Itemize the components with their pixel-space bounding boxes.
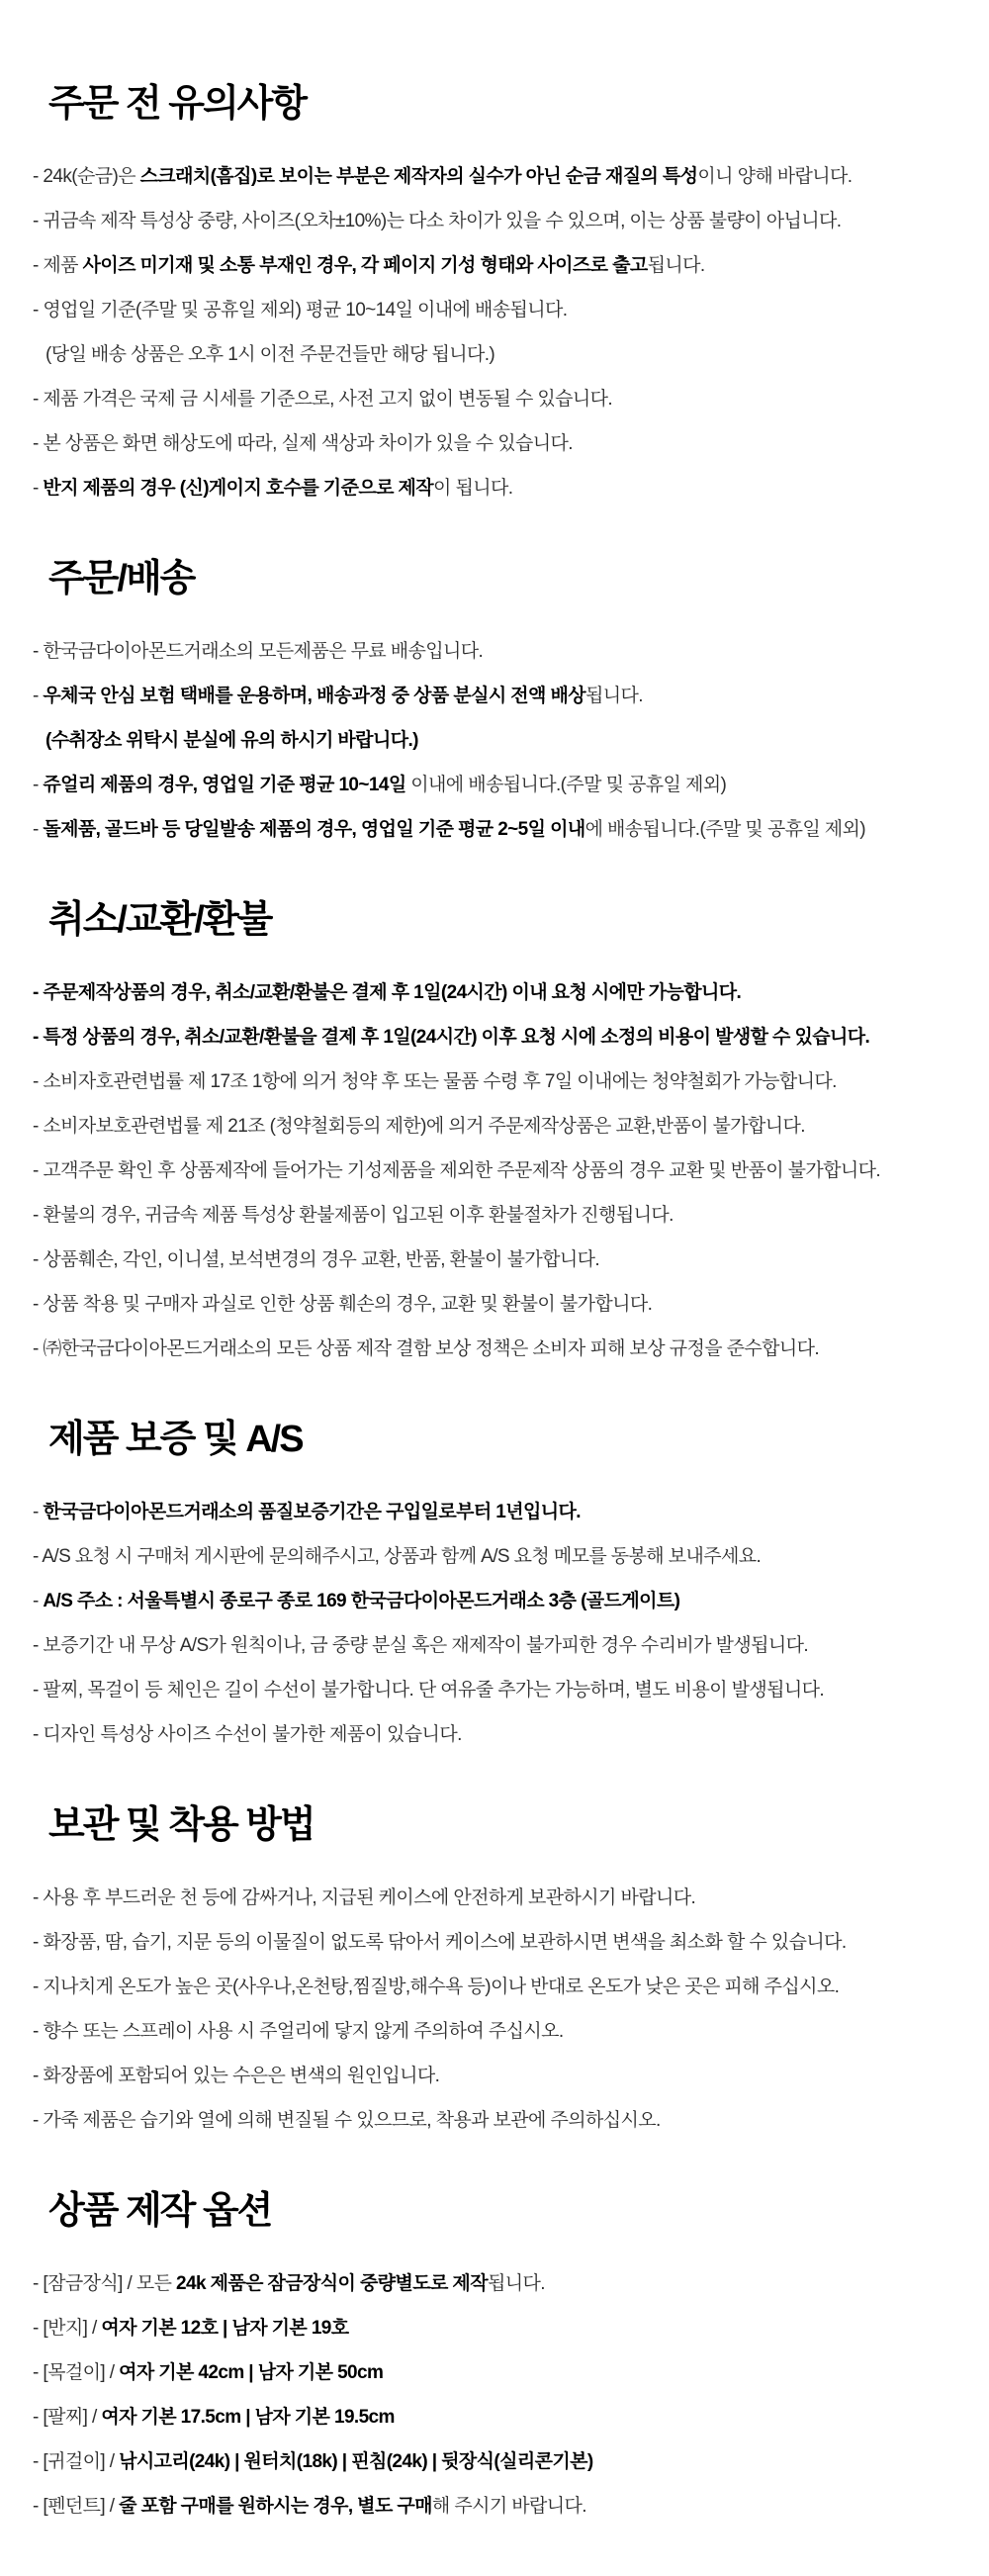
bold-text-run: A/S 주소 : 서울특별시 종로구 종로 169 한국금다이아몬드거래소 3층 (골드게이트) <box>43 1591 680 1611</box>
notice-line <box>33 300 951 321</box>
notice-line <box>33 211 951 231</box>
text-run: - 고객주문 확인 후 상품제작에 들어가는 기성제품을 제외한 주문제작 상품의 경우 교환 및 반품이 불가합니다. <box>33 1160 881 1181</box>
section-items <box>33 641 951 840</box>
text-run: - 사용 후 부드러운 천 등에 감싸거나, 지급된 케이스에 안전하게 보관하시기 바랍니다. <box>33 1887 696 1908</box>
notice-line <box>33 2066 951 2086</box>
text-run: - 소비자호관련법률 제 17조 1항에 의거 청약 후 또는 물품 수령 후 7일 이내에는 청약철회가 가능합니다. <box>33 1071 837 1092</box>
section-title-product-options: 상품 제작 옵션 <box>48 2190 272 2232</box>
bold-text-run: 반지 제품의 경우 (신)게이지 호수를 기준으로 제작 <box>43 478 434 499</box>
notice-line <box>33 730 951 751</box>
notice-line <box>33 1932 951 1953</box>
notice-line <box>33 775 951 795</box>
section-title-storage-wearing: 보관 및 착용 방법 <box>48 1804 315 1846</box>
text-run: - 보증기간 내 무상 A/S가 원칙이나, 금 중량 분실 혹은 재제작이 불가피한 경우 수리비가 발생됩니다. <box>33 1635 809 1656</box>
text-run: - <box>33 1502 44 1522</box>
text-run: (당일 배송 상품은 오후 1시 이전 주문건들만 해당 됩니다.) <box>45 344 495 365</box>
notice-line <box>33 1591 951 1611</box>
bold-text-run: 스크래치(흠집)로 보이는 부분은 제작자의 실수가 아닌 순금 재질의 특성 <box>139 166 698 187</box>
notice-line <box>33 1249 951 1270</box>
text-run: - 24k(순금)은 <box>33 166 140 187</box>
bold-text-run: - 주문제작상품의 경우, 취소/교환/환불은 결제 후 1일(24시간) 이내 요청 시에만 가능합니다. <box>33 982 742 1003</box>
text-run: - [반지] / <box>33 2318 102 2339</box>
notice-line <box>33 2407 951 2428</box>
notice-line <box>33 641 951 662</box>
bold-text-run: 사이즈 미기재 및 소통 부재인 경우, 각 페이지 기성 형태와 사이즈로 출고 <box>82 255 648 276</box>
section-title-pre-order-notes: 주문 전 유의사항 <box>48 83 307 125</box>
notice-line <box>33 1071 951 1092</box>
notice-line <box>33 1502 951 1522</box>
text-run: - <box>33 1591 44 1611</box>
notice-line <box>33 1635 951 1656</box>
text-run: 됩니다. <box>585 686 643 706</box>
text-run: 이내에 배송됩니다.(주말 및 공휴일 제외) <box>405 775 727 795</box>
section-title-order-shipping: 주문/배송 <box>48 558 195 599</box>
text-run: - <box>33 775 44 795</box>
bold-text-run: 여자 기본 12호 | 남자 기본 19호 <box>101 2318 349 2339</box>
notice-line <box>33 2451 951 2472</box>
bold-text-run: 우체국 안심 보험 택배를 운용하며, 배송과정 중 상품 분실시 전액 배상 <box>43 686 585 706</box>
text-run: - 귀금속 제작 특성상 중량, 사이즈(오차±10%)는 다소 차이가 있을 수 있으며, 이는 상품 불량이 아닙니다. <box>33 211 842 231</box>
notice-line <box>33 1977 951 1997</box>
text-run: - 영업일 기준(주말 및 공휴일 제외) 평균 10~14일 이내에 배송됩니다. <box>33 300 568 321</box>
notice-line <box>33 389 951 410</box>
text-run: - [잠금장식] / 모든 <box>33 2273 177 2294</box>
notice-line <box>33 2362 951 2383</box>
section-items <box>33 1887 951 2131</box>
section-items <box>33 2273 951 2517</box>
section-items <box>33 1502 951 1745</box>
notice-line <box>33 166 951 187</box>
text-run: - [목걸이] / <box>33 2362 120 2383</box>
bold-text-run: 돌제품, 골드바 등 당일발송 제품의 경우, 영업일 기준 평균 2~5일 이내 <box>43 819 585 840</box>
section-pre-order-notes <box>33 85 951 499</box>
notice-line <box>33 2496 951 2517</box>
text-run: - 환불의 경우, 귀금속 제품 특성상 환불제품이 입고된 이후 환불절차가 진행됩니다. <box>33 1205 674 1226</box>
bold-text-run: (수취장소 위탁시 분실에 유의 하시기 바랍니다.) <box>45 730 418 751</box>
section-title-cancel-exchange-refund: 취소/교환/환불 <box>48 899 272 941</box>
notice-line <box>33 478 951 499</box>
text-run: - <box>33 686 44 706</box>
text-run: - 팔찌, 목걸이 등 체인은 길이 수선이 불가합니다. 단 여유줄 추가는 가능하며, 별도 비용이 발생됩니다. <box>33 1680 825 1701</box>
text-run: - 향수 또는 스프레이 사용 시 주얼리에 닿지 않게 주의하여 주십시오. <box>33 2021 564 2042</box>
notice-line <box>33 1680 951 1701</box>
text-run: 에 배송됩니다.(주말 및 공휴일 제외) <box>584 819 865 840</box>
bold-text-run: 줄 포함 구매를 원하시는 경우, 별도 구매 <box>119 2496 432 2517</box>
text-run: - [펜던트] / <box>33 2496 120 2517</box>
notice-line <box>33 1205 951 1226</box>
notice-line <box>33 344 951 365</box>
notice-line <box>33 255 951 276</box>
notice-line <box>33 1546 951 1567</box>
section-items <box>33 982 951 1359</box>
notice-line <box>33 1027 951 1048</box>
section-warranty-as <box>33 1421 951 1745</box>
text-run: - 한국금다이아몬드거래소의 모든제품은 무료 배송입니다. <box>33 641 484 662</box>
notice-line <box>33 686 951 706</box>
notice-line <box>33 1724 951 1745</box>
notice-line <box>33 2273 951 2294</box>
text-run: - <box>33 478 44 499</box>
bold-text-run: - 특정 상품의 경우, 취소/교환/환불을 결제 후 1일(24시간) 이후 요청 시에 소정의 비용이 발생할 수 있습니다. <box>33 1027 870 1048</box>
section-title-warranty-as: 제품 보증 및 A/S <box>48 1419 303 1460</box>
notice-line <box>33 1116 951 1137</box>
section-order-shipping <box>33 560 951 840</box>
notice-line <box>33 2021 951 2042</box>
text-run: - 제품 <box>33 255 83 276</box>
text-run: 이니 양해 바랍니다. <box>697 166 853 187</box>
bold-text-run: 여자 기본 17.5cm | 남자 기본 19.5cm <box>101 2407 395 2428</box>
section-cancel-exchange-refund <box>33 901 951 1359</box>
text-run: - 본 상품은 화면 해상도에 따라, 실제 색상과 차이가 있을 수 있습니다. <box>33 433 573 454</box>
text-run: - <box>33 819 44 840</box>
section-product-options <box>33 2192 951 2517</box>
bold-text-run: 쥬얼리 제품의 경우, 영업일 기준 평균 10~14일 <box>43 775 406 795</box>
notice-line <box>33 1887 951 1908</box>
text-run: - 디자인 특성상 사이즈 수선이 불가한 제품이 있습니다. <box>33 1724 462 1745</box>
text-run: - 상품 착용 및 구매자 과실로 인한 상품 훼손의 경우, 교환 및 환불이 불가합니다. <box>33 1294 653 1315</box>
text-run: - 지나치게 온도가 높은 곳(사우나,온천탕,찜질방,해수욕 등)이나 반대로 온도가 낮은 곳은 피해 주십시오. <box>33 1977 840 1997</box>
text-run: 됩니다. <box>647 255 705 276</box>
text-run: 됩니다. <box>487 2273 545 2294</box>
text-run: - [귀걸이] / <box>33 2451 120 2472</box>
notice-line <box>33 2110 951 2131</box>
bold-text-run: 한국금다이아몬드거래소의 품질보증기간은 구입일로부터 1년입니다. <box>43 1502 581 1522</box>
text-run: 해 주시기 바랍니다. <box>431 2496 586 2517</box>
text-run: - 화장품, 땀, 습기, 지문 등의 이물질이 없도록 닦아서 케이스에 보관하시면 변색을 최소화 할 수 있습니다. <box>33 1932 847 1953</box>
section-storage-wearing <box>33 1806 951 2131</box>
text-run: - 가죽 제품은 습기와 열에 의해 변질될 수 있으므로, 착용과 보관에 주의하십시오. <box>33 2110 661 2131</box>
bold-text-run: 여자 기본 42cm | 남자 기본 50cm <box>119 2362 384 2383</box>
text-run: - 제품 가격은 국제 금 시세를 기준으로, 사전 고지 없이 변동될 수 있습니다. <box>33 389 613 410</box>
notice-line <box>33 1338 951 1359</box>
notice-line <box>33 2318 951 2339</box>
text-run: - A/S 요청 시 구매처 게시판에 문의해주시고, 상품과 함께 A/S 요청 메모를 동봉해 보내주세요. <box>33 1546 762 1567</box>
bold-text-run: 낚시고리(24k) | 원터치(18k) | 핀침(24k) | 뒷장식(실리콘기본) <box>119 2451 593 2472</box>
notice-line <box>33 819 951 840</box>
text-run: - 소비자보호관련법률 제 21조 (청약철회등의 제한)에 의거 주문제작상품은 교환,반품이 불가합니다. <box>33 1116 805 1137</box>
text-run: - 상품훼손, 각인, 이니셜, 보석변경의 경우 교환, 반품, 환불이 불가합니다. <box>33 1249 600 1270</box>
bold-text-run: 24k 제품은 잠금장식이 중량별도로 제작 <box>176 2273 488 2294</box>
text-run: - 화장품에 포함되어 있는 수은은 변색의 원인입니다. <box>33 2066 440 2086</box>
notice-line <box>33 1160 951 1181</box>
text-run: 이 됩니다. <box>433 478 513 499</box>
notice-line <box>33 1294 951 1315</box>
text-run: - ㈜한국금다이아몬드거래소의 모든 상품 제작 결함 보상 정책은 소비자 피해 보상 규정을 준수합니다. <box>33 1338 820 1359</box>
notice-line <box>33 982 951 1003</box>
notice-line <box>33 433 951 454</box>
section-items <box>33 166 951 499</box>
text-run: - [팔찌] / <box>33 2407 102 2428</box>
